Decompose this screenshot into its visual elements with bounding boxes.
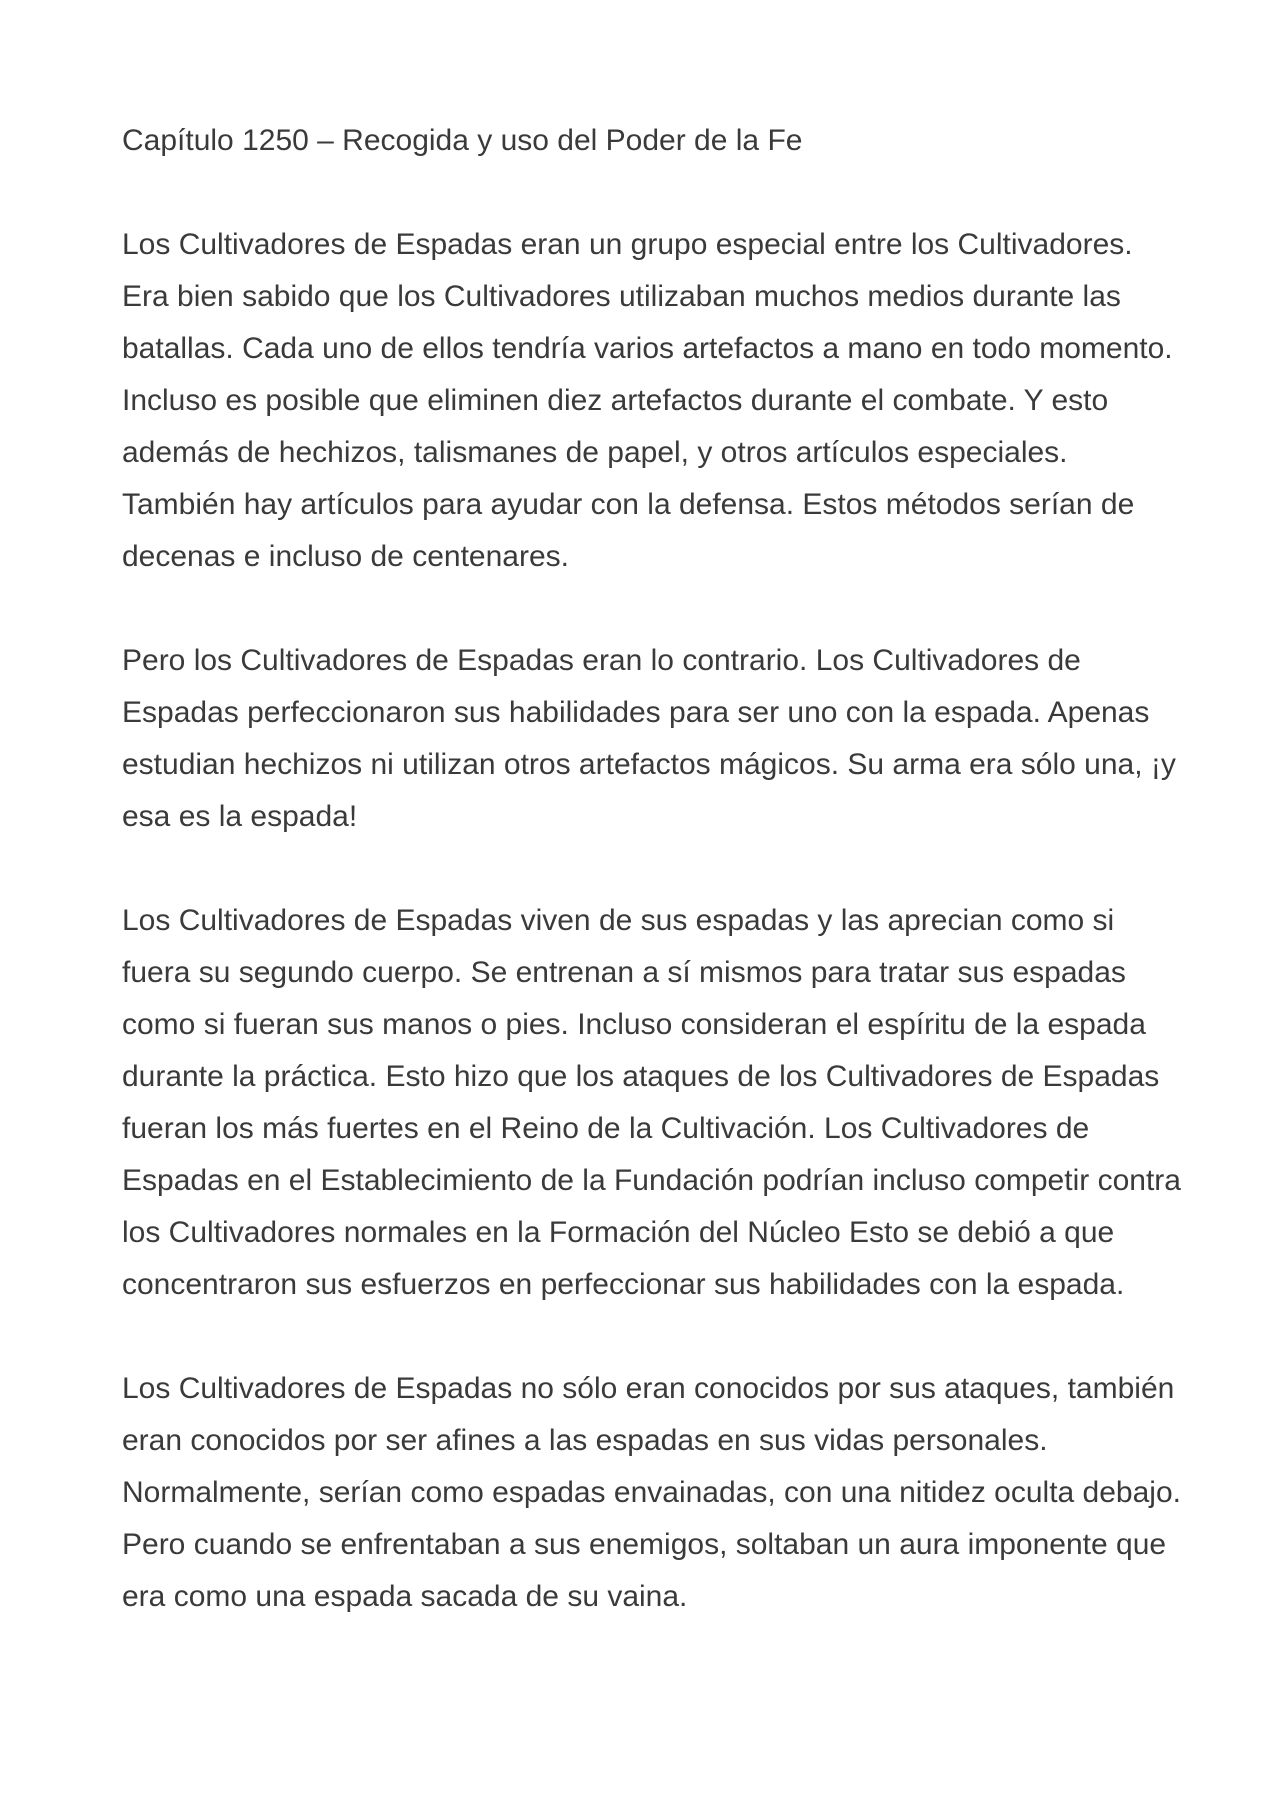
document-body bbox=[122, 115, 1182, 1623]
spacer bbox=[122, 1311, 1182, 1363]
spacer bbox=[122, 583, 1182, 635]
paragraph-1: Los Cultivadores de Espadas eran un grupo especial entre los Cultivadores. Era bien sabido que los Cultivadores utilizaban muchos medios durante las batallas. Cada uno de ellos tendría varios artefactos a mano en todo momento. Incluso es posible que eliminen diez artefactos durante el combate. Y esto además de hechizos, talismanes de papel, y otros artículos especiales. También hay artículos para ayudar con la defensa. Estos métodos serían de decenas e incluso de centenares. bbox=[122, 228, 1173, 573]
paragraph-4: Los Cultivadores de Espadas no sólo eran conocidos por sus ataques, también eran conocidos por ser afines a las espadas en sus vidas personales. Normalmente, serían como espadas envainadas, con una nitidez oculta debajo. Pero cuando se enfrentaban a sus enemigos, soltaban un aura imponente que era como una espada sacada de su vaina. bbox=[122, 1372, 1181, 1613]
spacer bbox=[122, 167, 1182, 219]
spacer bbox=[122, 843, 1182, 895]
chapter-title: Capítulo 1250 – Recogida y uso del Poder de la Fe bbox=[122, 124, 803, 157]
paragraph-3: Los Cultivadores de Espadas viven de sus espadas y las aprecian como si fuera su segundo cuerpo. Se entrenan a sí mismos para tratar sus espadas como si fueran sus manos o pies. Incluso consideran el espíritu de la espada durante la práctica. Esto hizo que los ataques de los Cultivadores de Espadas fueran los más fuertes en el Reino de la Cultivación. Los Cultivadores de Espadas en el Establecimiento de la Fundación podrían incluso competir contra los Cultivadores normales en la Formación del Núcleo Esto se debió a que concentraron sus esfuerzos en perfeccionar sus habilidades con la espada. bbox=[122, 904, 1181, 1301]
paragraph-2: Pero los Cultivadores de Espadas eran lo contrario. Los Cultivadores de Espadas perfeccionaron sus habilidades para ser uno con la espada. Apenas estudian hechizos ni utilizan otros artefactos mágicos. Su arma era sólo una, ¡y esa es la espada! bbox=[122, 644, 1176, 833]
